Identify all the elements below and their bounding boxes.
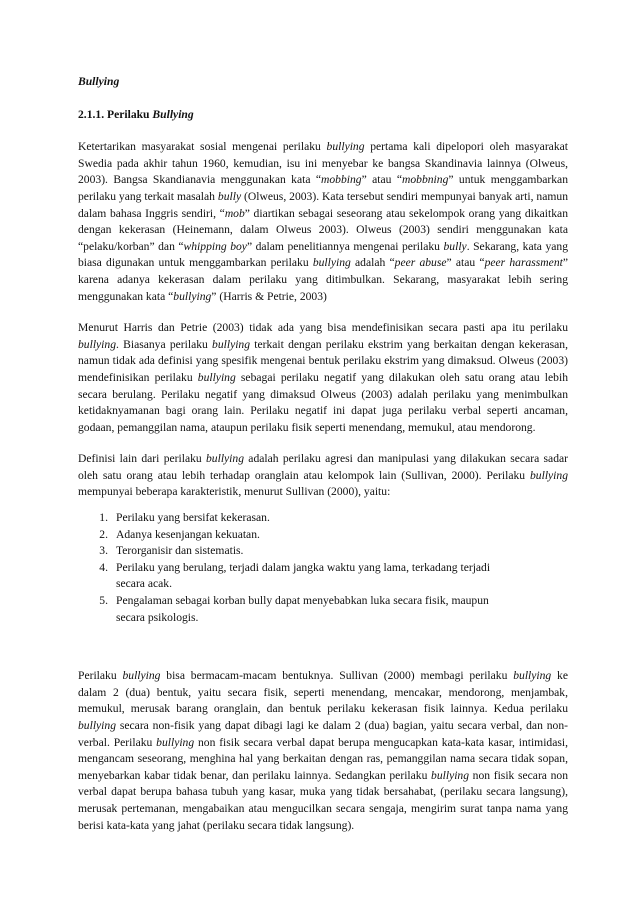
italic-term: bullying: [197, 370, 236, 384]
italic-term: bullying: [173, 289, 212, 303]
text-run: ” atau “: [446, 256, 485, 270]
text-run: ” karena adanya kekerasan dalam perilaku yang ditimbulkan. Sekarang, masyarakat lebih sering menggunakan kata “: [78, 256, 568, 303]
list-text: Perilaku yang bersifat kekerasan.: [116, 511, 270, 525]
list-item: [78, 510, 568, 527]
italic-term: mobbing: [321, 173, 362, 187]
italic-term: bullying: [156, 735, 195, 749]
list-number: 2.: [99, 527, 108, 541]
text-run: ” (Harris & Petrie, 2003): [211, 289, 327, 303]
text-run: adalah perilaku agresi dan manipulasi yang dilakukan secara sadar oleh satu orang atau lebih terhadap oranglain atau kelompok lain (Sullivan, 2000). Perilaku: [78, 452, 569, 482]
italic-term: bullying: [326, 140, 365, 154]
text-run: ” atau “: [361, 173, 402, 187]
text-run: . Biasanya perilaku: [116, 337, 213, 351]
italic-term: bullying: [513, 669, 552, 683]
text-run: non fisik secara non verbal dapat berupa bahasa tubuh yang kasar, muka yang tidak bersahabat, (perilaku secara langsung), merusak pertemanan, mengabaikan atau mengucilkan secara sengaja, mengirim surat tanpa nama yang berisi kata-kata yang jahat (perilaku secara tidak langsung).: [78, 768, 568, 832]
italic-term: whipping boy: [183, 239, 247, 253]
list-number: 3.: [99, 544, 108, 558]
italic-term: bully: [443, 239, 467, 253]
list-number: 4.: [99, 560, 108, 574]
italic-term: bullying: [206, 452, 244, 466]
italic-term: bullying: [212, 337, 251, 351]
text-run: non fisik secara verbal dapat berupa mengucapkan kata-kata kasar, intimidasi, mengancam seseorang, menghina hal yang berkaitan dengan ras, pemanggilan nama secara tidak sopan, menyebarkan kabar tidak benar, dan perilaku lainnya. Sedangkan perilaku: [78, 735, 568, 782]
text-run: bisa bermacam-macam bentuknya. Sullivan (2000) membagi perilaku: [160, 669, 514, 683]
italic-term: mob: [224, 206, 245, 220]
list-number: 1.: [99, 511, 108, 525]
italic-term: bullying: [122, 669, 161, 683]
text-run: ke dalam 2 (dua) bentuk, yaitu secara fisik, seperti menendang, mencakar, mendorong, menjambak, memukul, merusak barang oranglain, dan bentuk perilaku kekerasan fisik lainnya. Kedua perilaku: [78, 669, 569, 716]
paragraph-history: [78, 139, 568, 305]
text-run: Definisi lain dari perilaku: [78, 452, 206, 466]
characteristics-list: [78, 510, 568, 626]
list-number: 5.: [99, 594, 108, 608]
list-text: Adanya kesenjangan kekuatan.: [116, 527, 260, 541]
italic-term: peer abuse: [394, 256, 447, 270]
text-run: Menurut Harris dan Petrie (2003) tidak ada yang bisa mendefinisikan secara pasti apa itu perilaku: [78, 321, 568, 335]
list-text: Perilaku yang berulang, terjadi dalam jangka waktu yang lama, terkadang terjadi secara acak.: [116, 560, 491, 591]
italic-term: bullying: [78, 719, 116, 732]
list-item: [78, 527, 568, 544]
text-run: sebagai perilaku negatif yang dilakukan oleh satu orang atau lebih secara berulang. Perilaku negatif yang dimaksud Olweus (2003) adalah perilaku yang menimbulkan ketidaknyamanan bagi orang lain. Perilaku negatif ini dapat juga perilaku verbal seperti ancaman, godaan, pemanggilan nama, ataupun perilaku fisik seperti menendang, memukul, atau mendorong.: [78, 370, 568, 434]
text-run: ” dalam penelitiannya mengenai perilaku: [246, 239, 444, 253]
italic-term: bullying: [312, 256, 351, 270]
italic-term: mobbning: [402, 173, 449, 187]
text-run: adalah “: [350, 256, 395, 270]
section-heading: 2.1.1. Perilaku Bullying: [78, 107, 194, 121]
text-run: terkait dengan perilaku ekstrim yang berkaitan dengan kekerasan, namun tidak ada definisi yang spesifik mengenai bentuk perilaku ekstrim yang dimaksud. Olweus (2003) mendefinisikan perilaku: [78, 337, 568, 384]
paragraph-definition: [78, 320, 568, 436]
italic-term: bullying: [530, 468, 568, 482]
text-run: (Olweus, 2003). Kata tersebut sendiri mempunyai banyak arti, namun dalam bahasa Inggris sendiri, “: [78, 189, 568, 220]
list-item: [78, 543, 568, 560]
italic-term: bullying: [431, 768, 470, 782]
text-run: . Sekarang, kata yang biasa digunakan untuk menggambarkan perilaku: [78, 239, 568, 270]
text-run: mempunyai beberapa karakteristik, menurut Sullivan (2000), yaitu:: [78, 485, 391, 499]
italic-term: peer harassment: [484, 256, 563, 270]
text-run: Ketertarikan masyarakat sosial mengenai perilaku: [78, 140, 327, 154]
list-text: Pengalaman sebagai korban bully dapat menyebabkan luka secara fisik, maupun secara psikologis.: [116, 594, 489, 624]
paragraph-forms: [78, 668, 568, 834]
text-run: Perilaku: [78, 669, 123, 683]
document-page: [78, 74, 568, 834]
text-run: ” untuk menggambarkan perilaku yang terkait masalah: [78, 173, 568, 203]
list-item: [78, 593, 568, 626]
italic-term: bully: [217, 189, 242, 203]
text-run: pertama kali dipelopori oleh masyarakat Swedia pada akhir tahun 1960, kemudian, isu ini menyebar ke bangsa Skandinavia lainnya (Olweus, 2003). Bangsa Skandianavia menggunakan kata “: [78, 140, 568, 187]
list-text: Terorganisir dan sistematis.: [116, 544, 244, 558]
text-run: ” diartikan sebagai seseorang atau sekelompok orang yang dikaitkan dengan kekerasan (Heinemann, dalam Olweus 2003). Olweus (2003) sendiri menggunakan kata “pelaku/korban” dan “: [78, 206, 568, 253]
list-item: [78, 560, 568, 593]
text-run: secara non-fisik yang dapat dibagi lagi ke dalam 2 (dua) bagian, yaitu secara verbal, dan non-verbal. Perilaku: [78, 719, 568, 749]
document-title: Bullying: [78, 75, 120, 88]
italic-term: bullying: [78, 337, 116, 351]
paragraph-characteristics: [78, 451, 568, 501]
